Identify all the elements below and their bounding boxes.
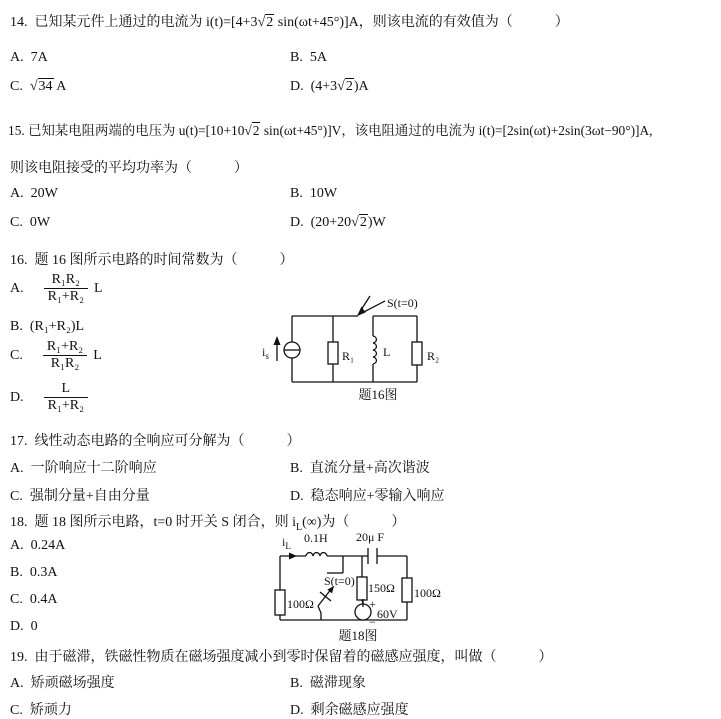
sqrt-radicand: 34	[38, 79, 53, 94]
q17-option-c: C. 强制分量+自由分量	[10, 489, 150, 504]
resistor-r1-label: R₁	[342, 349, 355, 363]
switch-label: S(t=0)	[324, 574, 355, 588]
subscript: L	[295, 521, 303, 533]
switch-label: S(t=0)	[387, 296, 418, 310]
fraction-suffix: L	[93, 347, 102, 363]
sqrt-sign: √	[257, 15, 266, 30]
resistor-r1	[328, 316, 354, 382]
option-label: A.	[10, 280, 24, 296]
q14-option-c: C. √34 A	[10, 79, 67, 94]
option-label: C.	[10, 347, 23, 363]
sqrt-radicand: 2	[345, 79, 353, 94]
source-current-label: $i_s$	[262, 345, 269, 361]
q18-option-c: C. 0.4A	[10, 592, 58, 607]
sqrt-radicand: 2	[359, 215, 367, 230]
minus-sign: −	[369, 615, 376, 629]
q19-option-a: A. 矫顽磁场强度	[10, 676, 115, 691]
arrow-icon	[357, 307, 366, 317]
fraction	[44, 381, 88, 414]
resistor-right-100	[402, 556, 441, 620]
q14-option-a: A. 7A	[10, 50, 48, 65]
resistor-mid-label: 150Ω	[368, 581, 395, 595]
resistor-left-label: 100Ω	[287, 597, 314, 611]
q17-option-d: D. 稳态响应+零输入响应	[290, 489, 445, 504]
q17-option-a: A. 一阶响应十二阶响应	[10, 461, 157, 476]
circuit-18-diagram	[270, 528, 455, 650]
resistor-right-label: 100Ω	[414, 586, 441, 600]
fraction-denominator: R₁R₂	[50, 356, 80, 372]
q16-option-c	[10, 339, 102, 372]
resistor-r2	[412, 316, 439, 382]
question-17-stem: 17. 线性动态电路的全响应可分解为（ ）	[10, 434, 301, 449]
inductor-label: L	[383, 345, 391, 359]
q19-option-b: B. 磁滞现象	[290, 676, 366, 691]
circuit-16-diagram	[258, 292, 503, 410]
fraction-numerator: L	[44, 381, 88, 398]
sqrt-sign: √	[351, 215, 359, 230]
current-source	[262, 336, 300, 361]
q16-option-d	[10, 381, 94, 414]
sqrt-radicand: 2	[266, 15, 274, 30]
q15-option-c: C. 0W	[10, 215, 51, 230]
question-18-stem: 18. 题 18 图所示电路，t=0 时开关 S 闭合，则 $i_L(\infty)$为（ ）	[10, 515, 406, 533]
plus-sign: +	[369, 597, 376, 611]
q14-option-d: D. (4+3√2)A	[290, 79, 369, 94]
option-label: D.	[10, 389, 24, 405]
figure-caption: 题18图	[338, 628, 378, 643]
il-label: $i_L$	[282, 535, 291, 551]
switch-s	[357, 296, 418, 316]
inductor-value-label: 0.1H	[304, 531, 328, 545]
question-15-stem-line2: 则该电阻接受的平均功率为（ ）	[10, 161, 248, 176]
question-16-stem: 16. 题 16 图所示电路的时间常数为（ ）	[10, 253, 294, 268]
q14-option-b: B. 5A	[290, 50, 327, 65]
fraction	[43, 339, 87, 372]
capacitor-value-label: 20μ F	[356, 530, 385, 544]
fraction-numerator: R₁+R₂	[43, 339, 87, 356]
q15-option-d: D. (20+20√2)W	[290, 215, 386, 230]
inductor-01h	[304, 531, 328, 556]
q17-option-b: B. 直流分量+高次谐波	[290, 461, 430, 476]
question-19-stem: 19. 由于磁滞，铁磁性物质在磁场强度减小到零时保留着的磁感应强度，叫做（ ）	[10, 650, 553, 665]
arrow-up-icon	[274, 336, 281, 345]
q16-option-a	[10, 272, 103, 305]
sqrt-sign: √	[29, 79, 38, 94]
q19-option-c: C. 矫顽力	[10, 703, 72, 718]
figure-caption: 题16图	[358, 387, 398, 402]
fraction-numerator: R₁R₂	[44, 272, 88, 289]
q18-option-a: A. 0.24A	[10, 538, 66, 553]
q18-option-b: B. 0.3A	[10, 565, 58, 580]
capacitor-20uf	[356, 530, 384, 564]
sqrt-sign: √	[244, 123, 252, 138]
fraction-denominator: R₁+R₂	[47, 289, 84, 305]
inductor-l	[373, 316, 390, 382]
q18-option-d: D. 0	[10, 619, 38, 634]
voltage-value-label: 60V	[377, 607, 398, 621]
fraction	[44, 272, 88, 305]
q19-option-d: D. 剩余磁感应强度	[290, 703, 409, 718]
resistor-left-100	[275, 556, 314, 620]
question-15-stem-line1: 15. 已知某电阻两端的电压为 u(t)=[10+10√2 sin(ωt+45°)]V，该电阻通过的电流为 i(t)=[2sin(ωt)+2sin(3ωt−90°)]A,	[8, 123, 653, 138]
q15-option-b: B. 10W	[290, 186, 338, 201]
sqrt-radicand: 2	[252, 123, 260, 138]
resistor-mid-150	[357, 556, 395, 604]
switch-s	[318, 574, 355, 620]
voltage-source-60v	[355, 597, 398, 629]
wires	[292, 316, 417, 382]
q16-option-b: B. (R₁+R₂)L	[10, 319, 85, 334]
q15-option-a: A. 20W	[10, 186, 58, 201]
question-14-stem: 14. 已知某元件上通过的电流为 i(t)=[4+3√2 sin(ωt+45°)]A，则该电流的有效值为（ ）	[10, 15, 569, 30]
resistor-r2-label: R₂	[427, 349, 440, 363]
fraction-suffix: L	[93, 280, 103, 296]
fraction-denominator: R₁+R₂	[47, 398, 84, 414]
sqrt-sign: √	[337, 79, 345, 94]
arrow-right-icon	[289, 553, 297, 560]
